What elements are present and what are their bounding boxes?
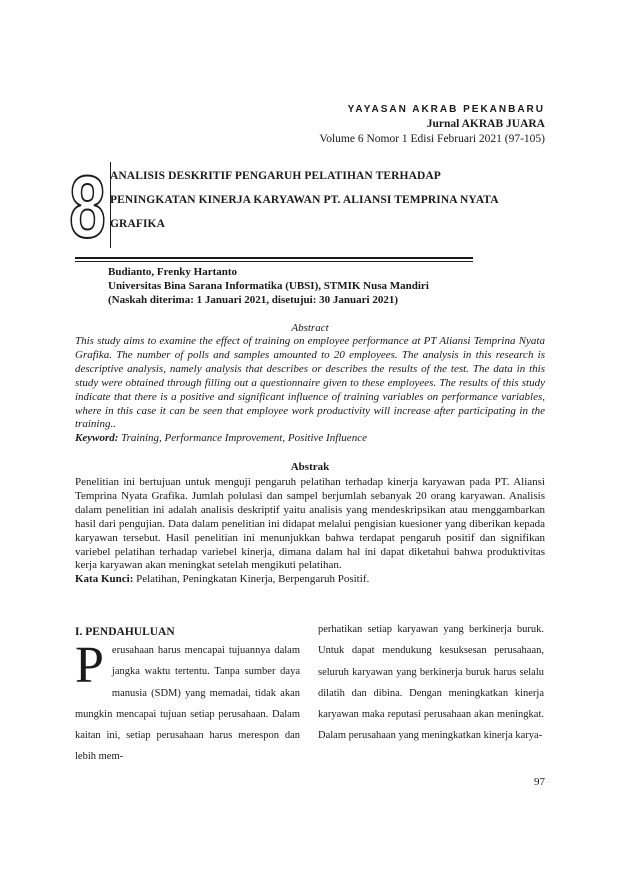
publisher-name: YAYASAN AKRAB PEKANBARU	[347, 104, 545, 115]
separator-rule-thin	[75, 261, 473, 262]
body-text-left: erusahaan harus mencapai tujuannya dalam jangka waktu tertentu. Tanpa sumber daya manusia (SDM) yang memadai, tidak akan mungkin mencapai tujuan setiap perusahaan. Dalam kaitan ini, setiap perusahaan harus merespon dan lebih mem-	[75, 645, 300, 763]
separator-rule	[75, 257, 473, 259]
article-number-badge	[66, 156, 108, 256]
author-block	[108, 265, 429, 307]
abstract-en	[75, 335, 545, 446]
body-column-left	[75, 637, 300, 768]
section-heading: I. PENDAHULUAN	[75, 626, 175, 638]
abstract-heading-id: Abstrak	[290, 461, 330, 473]
author-affiliation: Universitas Bina Sarana Informatika (UBSI), STMIK Nusa Mandiri	[108, 280, 429, 292]
title-line: PENINGKATAN KINERJA KARYAWAN PT. ALIANSI TEMPRINA NYATA	[110, 194, 499, 206]
abstract-en-text: This study aims to examine the effect of training on employee performance at PT Aliansi Temprina Nyata Grafika. The number of polls and samples amounted to 20 employees. The analysis in this research is descriptive analysis, namely analysis that describes or describes the results of the test. The data in this study were obtained through filling out a questionnaire given to these employees. The results of this study indicate that there is a positive and significant influence of training variables on performance variables, where in this case it can be seen that employee work productivity will increase after participating in the training..	[75, 335, 545, 431]
title-line: GRAFIKA	[110, 218, 166, 230]
article-number: 8	[68, 156, 106, 256]
keyword-label-id: Kata Kunci:	[75, 573, 134, 586]
title-line: ANALISIS DESKRITIF PENGARUH PELATIHAN TERHADAP	[110, 170, 441, 182]
body-text-right: perhatikan setiap karyawan yang berkinerja buruk. Untuk dapat mendukung kesuksesan perusahaan, seluruh karyawan yang berkinerja buruk harus selalu dilatih dan dibina. Dengan meningkatkan kinerja karyawan maka reputasi perusahaan akan meningkat. Dalam perusahaan yang meningkatkan kinerja karya-	[318, 624, 544, 742]
article-title	[110, 164, 550, 236]
abstract-id	[75, 476, 545, 587]
abstract-heading-en: Abstract	[291, 322, 329, 334]
keyword-label-en: Keyword:	[75, 432, 119, 445]
body-column-right	[318, 619, 544, 747]
abstract-id-text: Penelitian ini bertujuan untuk menguji pengaruh pelatihan terhadap kinerja karyawan pada PT. Aliansi Temprina Nyata Grafika. Jumlah polulasi dan sampel berjumlah sebanyak 20 orang karyawan. Analisis dalam penelitian ini adalah analisis deskriptif yaitu analisis yang mendeskripsikan atau menggambarkan hasil dari pengujian. Data dalam penelitian ini didapat melalui pengisian kuesioner yang diberikan kepada karyawan tersebut. Hasil penelitian ini menunjukkan bahwa terdapat pengaruh positif dan signifikan variebel pelatihan terhadap variebel kinerja, dimana dalam hal ini dapat diketahui bahwa produktivitas kerja karyawan akan meningkat setelah mengikuti pelatihan.	[75, 476, 545, 572]
author-names: Budianto, Frenky Hartanto	[108, 266, 238, 278]
keywords-en: Training, Performance Improvement, Positive Influence	[121, 432, 367, 445]
journal-volume: Volume 6 Nomor 1 Edisi Februari 2021 (97-105)	[319, 133, 545, 145]
journal-name: Jurnal AKRAB JUARA	[426, 118, 545, 130]
keywords-id: Pelatihan, Peningkatan Kinerja, Berpengaruh Positif.	[136, 573, 370, 586]
submission-dates: (Naskah diterima: 1 Januari 2021, disetujui: 30 Januari 2021)	[108, 294, 398, 306]
drop-cap: P	[75, 637, 104, 694]
page-number: 97	[534, 776, 545, 788]
